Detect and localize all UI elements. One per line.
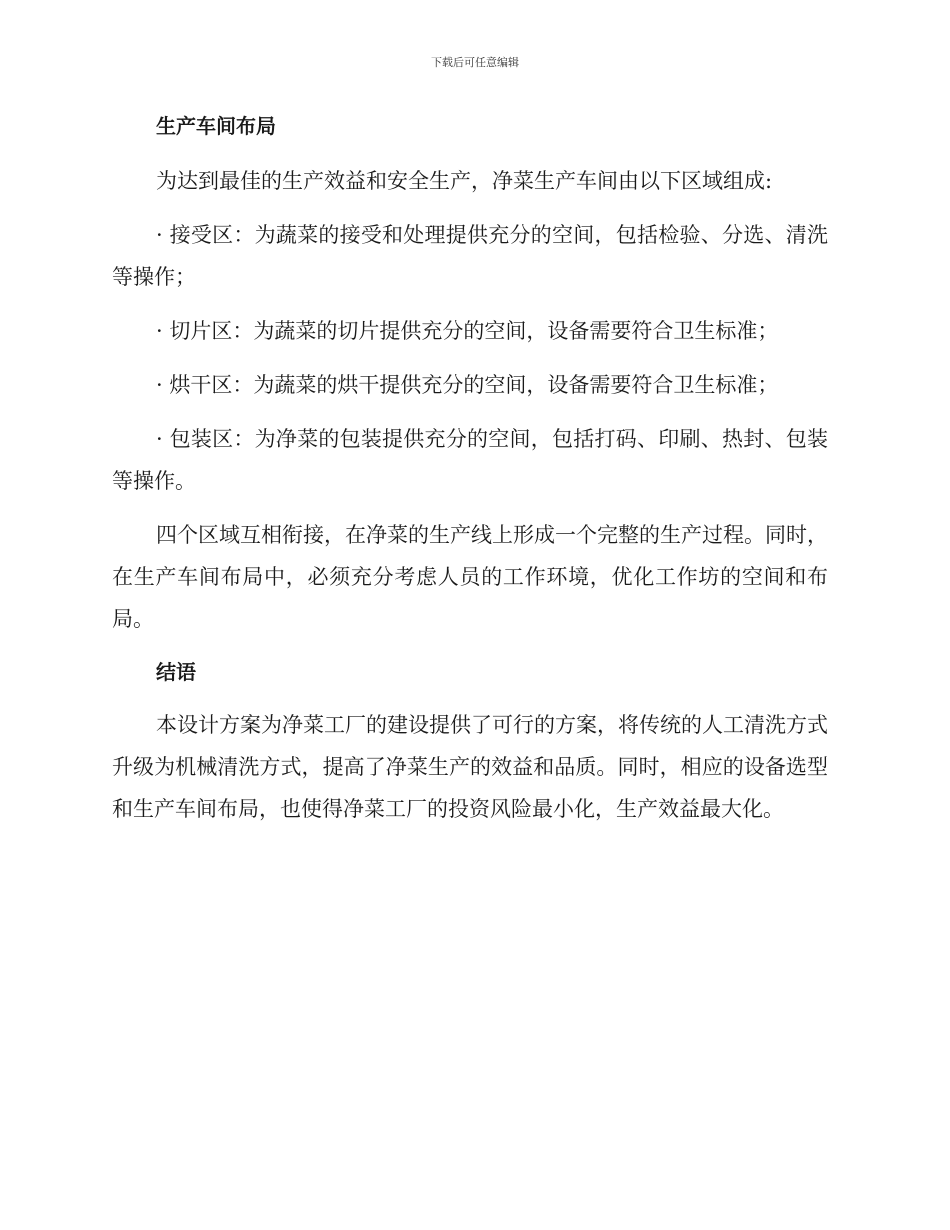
conclusion-paragraph: 本设计方案为净菜工厂的建设提供了可行的方案，将传统的人工清洗方式升级为机械清洗方式，提高了净菜生产的效益和品质。同时，相应的设备选型和生产车间布局，也使得净菜工厂的投资风险最小化，生产效益最大化。 — [112, 713, 828, 821]
section-heading-conclusion: 结语 — [156, 660, 196, 684]
list-item: · 包装区：为净菜的包装提供充分的空间，包括打码、印刷、热封、包装等操作。 — [112, 427, 828, 493]
list-item: · 接受区：为蔬菜的接受和处理提供充分的空间，包括检验、分选、清洗等操作； — [112, 223, 828, 289]
section-heading-layout: 生产车间布局 — [156, 114, 276, 138]
list-item: · 切片区：为蔬菜的切片提供充分的空间，设备需要符合卫生标准； — [156, 319, 779, 343]
layout-summary-paragraph: 四个区域互相衔接，在净菜的生产线上形成一个完整的生产过程。同时，在生产车间布局中，必须充分考虑人员的工作环境，优化工作坊的空间和布局。 — [112, 523, 828, 631]
list-item: · 烘干区：为蔬菜的烘干提供充分的空间，设备需要符合卫生标准； — [156, 373, 779, 397]
document-body — [112, 106, 828, 830]
layout-intro-paragraph: 为达到最佳的生产效益和安全生产，净菜生产车间由以下区域组成: — [156, 169, 773, 193]
header-note: 下载后可任意编辑 — [431, 56, 519, 69]
